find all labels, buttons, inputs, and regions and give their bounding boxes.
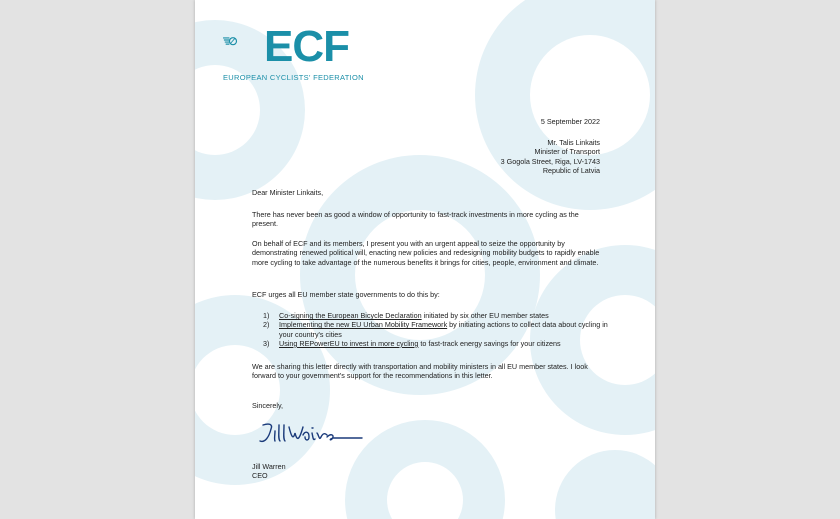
european-bicycle-declaration-link[interactable]: Co-signing the European Bicycle Declaration: [279, 311, 422, 320]
paragraph-4: We are sharing this letter directly with transportation and mobility ministers in all EU member states. I look forward to your government's support for the recommendations in this letter.: [252, 362, 588, 381]
recipient-street: 3 Gogola Street, Riga, LV-1743: [500, 156, 600, 166]
logo-wordmark: ECF: [264, 22, 349, 71]
recipient-name: Mr. Talis Linkaits: [547, 138, 600, 147]
paragraph-1: There has never been as good a window of opportunity to fast-track investments in more cycling as the present.: [252, 210, 579, 229]
recipient-title: Minister of Transport: [534, 147, 600, 157]
paragraph-2: On behalf of ECF and its members, I present you with an urgent appeal to seize the opportunity by demonstrating renewed political will, enacting new policies and redesigning mobility budgets to rapidly enable more cycling to take advantage of the numerous benefits it brings for cities, people, environment and climate.: [252, 239, 600, 267]
recipient-address: [501, 138, 600, 175]
letter-date: 5 September 2022: [540, 117, 600, 126]
urban-mobility-framework-link[interactable]: Implementing the new EU Urban Mobility Framework: [279, 320, 448, 330]
list-item: [263, 320, 608, 339]
signer-name: Jill Warren: [252, 462, 286, 471]
letter-page: [195, 0, 655, 519]
list-item-number: 2): [263, 320, 270, 330]
signature-icon: [257, 419, 367, 449]
salutation: Dear Minister Linkaits,: [252, 188, 324, 197]
closing: Sincerely,: [252, 401, 284, 410]
recipient-country: Republic of Latvia: [542, 165, 600, 175]
recommendations-list: [263, 311, 608, 348]
list-item: [263, 339, 608, 348]
list-item-text: by initiating actions to collect data about cycling in your country's cities: [279, 320, 608, 339]
list-item: [263, 311, 608, 320]
list-item-text: to fast-track energy savings for your citizens: [418, 338, 561, 348]
list-item-number: 1): [263, 311, 270, 320]
paragraph-3: ECF urges all EU member state governments to do this by:: [252, 290, 440, 299]
list-item-text: initiated by six other EU member states: [421, 311, 549, 320]
list-item-number: 3): [263, 338, 270, 348]
logo-org-name: EUROPEAN CYCLISTS' FEDERATION: [223, 73, 364, 82]
signer-title: CEO: [252, 471, 268, 480]
repowereu-link[interactable]: Using REPowerEU to invest in more cycling: [279, 338, 419, 348]
ecf-wing-logo-icon: [223, 30, 267, 60]
